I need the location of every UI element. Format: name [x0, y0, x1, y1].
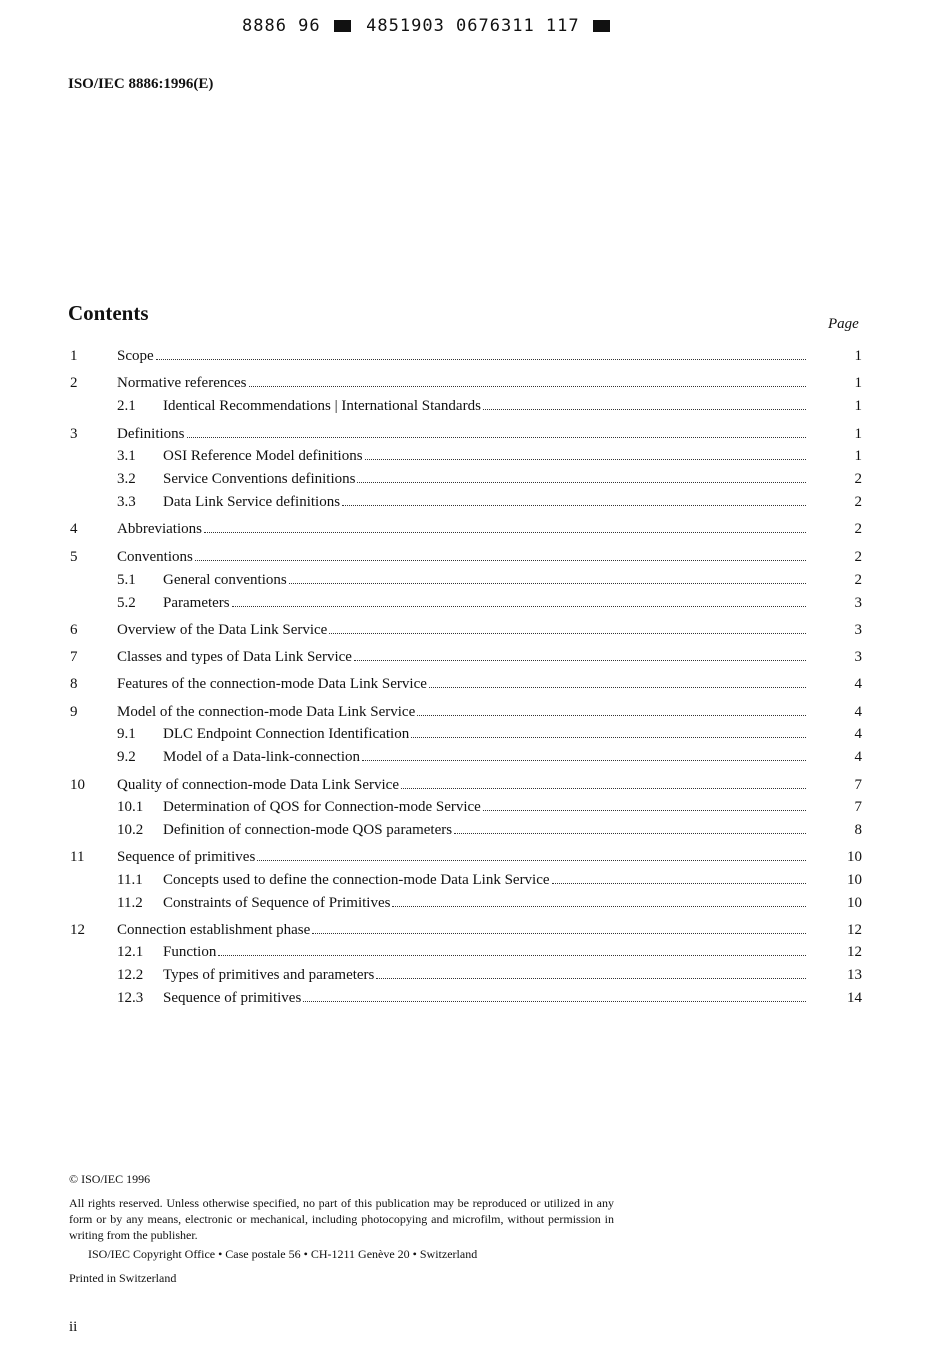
toc-leader-dots	[483, 810, 806, 811]
toc-leader-dots	[362, 760, 806, 761]
toc-entry-title: Types of primitives and parameters	[163, 967, 375, 983]
toc-entry-number: 9	[70, 704, 78, 720]
toc-entry	[0, 965, 950, 985]
toc-entry-title-wrap	[117, 702, 806, 722]
toc-entry-title-wrap	[163, 492, 806, 512]
toc-entry-page: 1	[854, 375, 862, 391]
toc-entry-page: 7	[854, 777, 862, 793]
toc-entry-page: 2	[854, 494, 862, 510]
barcode-block-mark	[593, 20, 610, 32]
toc-entry-number: 2.1	[117, 398, 136, 414]
toc-entry-page: 4	[854, 749, 862, 765]
toc-entry-number: 11.2	[117, 895, 143, 911]
toc-entry-title: General conventions	[163, 572, 287, 588]
toc-leader-dots	[329, 633, 806, 634]
toc-entry-page: 3	[854, 595, 862, 611]
toc-entry	[0, 396, 950, 416]
toc-entry-page: 4	[854, 704, 862, 720]
toc-entry-number: 11	[70, 849, 85, 865]
toc-entry	[0, 346, 950, 366]
toc-entry-title: Sequence of primitives	[117, 849, 256, 865]
toc-entry	[0, 446, 950, 466]
barcode-block-mark	[334, 20, 351, 32]
toc-leader-dots	[249, 386, 806, 387]
toc-entry-page: 4	[854, 676, 862, 692]
toc-leader-dots	[303, 1001, 806, 1002]
toc-entry	[0, 492, 950, 512]
toc-entry-page: 2	[854, 521, 862, 537]
toc-entry-title-wrap	[163, 396, 806, 416]
toc-entry	[0, 797, 950, 817]
toc-entry-title: Model of the connection-mode Data Link Service	[117, 704, 416, 720]
toc-entry-number: 3.3	[117, 494, 136, 510]
toc-entry-number: 3	[70, 426, 78, 442]
toc-entry-title: Data Link Service definitions	[163, 494, 341, 510]
barcode-header	[242, 16, 614, 36]
toc-entry-number: 3.1	[117, 448, 136, 464]
toc-entry-title: Parameters	[163, 595, 230, 611]
toc-leader-dots	[365, 459, 806, 460]
copyright-notice: © ISO/IEC 1996	[69, 1172, 151, 1186]
toc-entry-title: Conventions	[117, 549, 193, 565]
page-column-label: Page	[828, 316, 859, 332]
toc-entry-number: 12	[70, 922, 85, 938]
toc-entry-title: Function	[163, 944, 217, 960]
toc-entry-number: 12.2	[117, 967, 144, 983]
toc-leader-dots	[401, 788, 806, 789]
toc-entry-page: 1	[854, 426, 862, 442]
toc-entry-title: Constraints of Sequence of Primitives	[163, 895, 391, 911]
toc-entry-title: DLC Endpoint Connection Identification	[163, 726, 410, 742]
toc-entry-number: 3.2	[117, 471, 136, 487]
toc-entry	[0, 988, 950, 1008]
toc-entry	[0, 847, 950, 867]
page-number: ii	[69, 1319, 78, 1335]
toc-entry-title: Determination of QOS for Connection-mode Service	[163, 799, 481, 815]
toc-leader-dots	[376, 978, 806, 979]
toc-entry-title-wrap	[163, 965, 806, 985]
toc-leader-dots	[156, 359, 806, 360]
toc-entry-number: 10.1	[117, 799, 144, 815]
barcode-text-2: 4851903 0676311 117	[366, 16, 580, 36]
toc-entry-page: 13	[847, 967, 862, 983]
toc-entry-title-wrap	[163, 446, 806, 466]
printed-in: Printed in Switzerland	[69, 1271, 177, 1285]
toc-entry-page: 10	[847, 849, 862, 865]
toc-entry-page: 8	[854, 822, 862, 838]
toc-leader-dots	[289, 583, 806, 584]
toc-entry	[0, 775, 950, 795]
toc-entry	[0, 519, 950, 539]
toc-entry-number: 12.3	[117, 990, 144, 1006]
toc-entry-title-wrap	[163, 820, 806, 840]
toc-leader-dots	[454, 833, 806, 834]
toc-entry-number: 7	[70, 649, 78, 665]
toc-entry-title: Concepts used to define the connection-mode Data Link Service	[163, 872, 550, 888]
toc-entry-page: 1	[854, 398, 862, 414]
toc-entry-page: 10	[847, 872, 862, 888]
toc-entry-page: 3	[854, 649, 862, 665]
toc-entry-number: 9.2	[117, 749, 136, 765]
toc-entry	[0, 469, 950, 489]
toc-entry-title-wrap	[117, 519, 806, 539]
toc-entry-title-wrap	[163, 570, 806, 590]
toc-entry-title-wrap	[117, 647, 806, 667]
toc-entry-title-wrap	[117, 620, 806, 640]
toc-entry	[0, 570, 950, 590]
barcode-text-1: 8886 96	[242, 16, 321, 36]
toc-entry-title: Classes and types of Data Link Service	[117, 649, 352, 665]
toc-entry-title: Quality of connection-mode Data Link Service	[117, 777, 399, 793]
toc-entry	[0, 674, 950, 694]
toc-entry-title-wrap	[117, 775, 806, 795]
copyright-office-address: ISO/IEC Copyright Office • Case postale 56 • CH-1211 Genève 20 • Switzerland	[88, 1247, 478, 1261]
toc-entry-title-wrap	[163, 797, 806, 817]
toc-leader-dots	[218, 955, 806, 956]
toc-entry	[0, 942, 950, 962]
toc-leader-dots	[552, 883, 806, 884]
toc-entry-title-wrap	[117, 920, 806, 940]
toc-entry-title-wrap	[163, 988, 806, 1008]
toc-entry-number: 1	[70, 348, 78, 364]
toc-entry-page: 12	[847, 944, 862, 960]
document-id: ISO/IEC 8886:1996(E)	[68, 76, 214, 92]
toc-leader-dots	[417, 715, 806, 716]
toc-entry-number: 2	[70, 375, 78, 391]
toc-entry-number: 4	[70, 521, 78, 537]
toc-entry	[0, 820, 950, 840]
toc-entry	[0, 424, 950, 444]
toc-entry-title: Overview of the Data Link Service	[117, 622, 328, 638]
toc-entry-number: 9.1	[117, 726, 136, 742]
toc-leader-dots	[232, 606, 806, 607]
toc-entry	[0, 373, 950, 393]
toc-leader-dots	[204, 532, 806, 533]
toc-entry	[0, 893, 950, 913]
toc-entry-title: Features of the connection-mode Data Link Service	[117, 676, 427, 692]
toc-entry-title: Normative references	[117, 375, 247, 391]
toc-entry-title: Abbreviations	[117, 521, 202, 537]
toc-leader-dots	[342, 505, 806, 506]
toc-leader-dots	[429, 687, 806, 688]
toc-entry-page: 1	[854, 448, 862, 464]
toc-entry	[0, 647, 950, 667]
toc-entry-title: Connection establishment phase	[117, 922, 311, 938]
toc-entry-number: 5.2	[117, 595, 136, 611]
toc-entry-title-wrap	[117, 674, 806, 694]
toc-entry-page: 3	[854, 622, 862, 638]
toc-entry-page: 14	[847, 990, 862, 1006]
toc-entry-page: 7	[854, 799, 862, 815]
toc-entry-page: 2	[854, 572, 862, 588]
toc-entry	[0, 870, 950, 890]
toc-leader-dots	[195, 560, 806, 561]
toc-leader-dots	[354, 660, 806, 661]
toc-leader-dots	[411, 737, 806, 738]
toc-leader-dots	[187, 437, 807, 438]
toc-entry-title: Service Conventions definitions	[163, 471, 356, 487]
toc-entry-title: OSI Reference Model definitions	[163, 448, 363, 464]
toc-leader-dots	[392, 906, 806, 907]
toc-entry-title-wrap	[163, 593, 806, 613]
toc-entry-title-wrap	[117, 373, 806, 393]
toc-entry	[0, 920, 950, 940]
toc-entry-title-wrap	[163, 893, 806, 913]
toc-entry	[0, 747, 950, 767]
toc-entry-page: 2	[854, 471, 862, 487]
toc-leader-dots	[483, 409, 806, 410]
toc-entry-title: Scope	[117, 348, 154, 364]
toc-entry-title: Model of a Data-link-connection	[163, 749, 361, 765]
toc-entry-title-wrap	[163, 747, 806, 767]
toc-leader-dots	[257, 860, 806, 861]
toc-entry-number: 10.2	[117, 822, 144, 838]
toc-entry	[0, 593, 950, 613]
toc-entry-title-wrap	[117, 346, 806, 366]
toc-entry-number: 5.1	[117, 572, 136, 588]
toc-entry-title-wrap	[163, 724, 806, 744]
rights-statement: All rights reserved. Unless otherwise specified, no part of this publication may be reproduced or utilized in any form or by any means, electronic or mechanical, including photocopying and microfilm, without permission in writing from the publisher.	[69, 1196, 614, 1242]
toc-entry-title: Definition of connection-mode QOS parameters	[163, 822, 453, 838]
toc-entry-title-wrap	[117, 424, 806, 444]
toc-entry-page: 10	[847, 895, 862, 911]
toc-entry-page: 1	[854, 348, 862, 364]
toc-entry	[0, 724, 950, 744]
toc-entry-title-wrap	[163, 942, 806, 962]
toc-entry-title-wrap	[163, 469, 806, 489]
toc-entry	[0, 620, 950, 640]
toc-entry-title: Identical Recommendations | International Standards	[163, 398, 481, 414]
toc-entry	[0, 547, 950, 567]
toc-entry-number: 5	[70, 549, 78, 565]
toc-entry-title-wrap	[163, 870, 806, 890]
contents-heading: Contents	[68, 301, 149, 325]
toc-entry-number: 11.1	[117, 872, 143, 888]
toc-leader-dots	[357, 482, 806, 483]
toc-entry-page: 12	[847, 922, 862, 938]
toc-entry-number: 8	[70, 676, 78, 692]
toc-entry	[0, 702, 950, 722]
toc-entry-number: 6	[70, 622, 78, 638]
toc-leader-dots	[312, 933, 806, 934]
toc-entry-page: 2	[854, 549, 862, 565]
toc-entry-title: Sequence of primitives	[163, 990, 302, 1006]
toc-entry-page: 4	[854, 726, 862, 742]
toc-entry-title: Definitions	[117, 426, 185, 442]
toc-entry-title-wrap	[117, 547, 806, 567]
toc-entry-number: 12.1	[117, 944, 144, 960]
toc-entry-title-wrap	[117, 847, 806, 867]
toc-entry-number: 10	[70, 777, 85, 793]
